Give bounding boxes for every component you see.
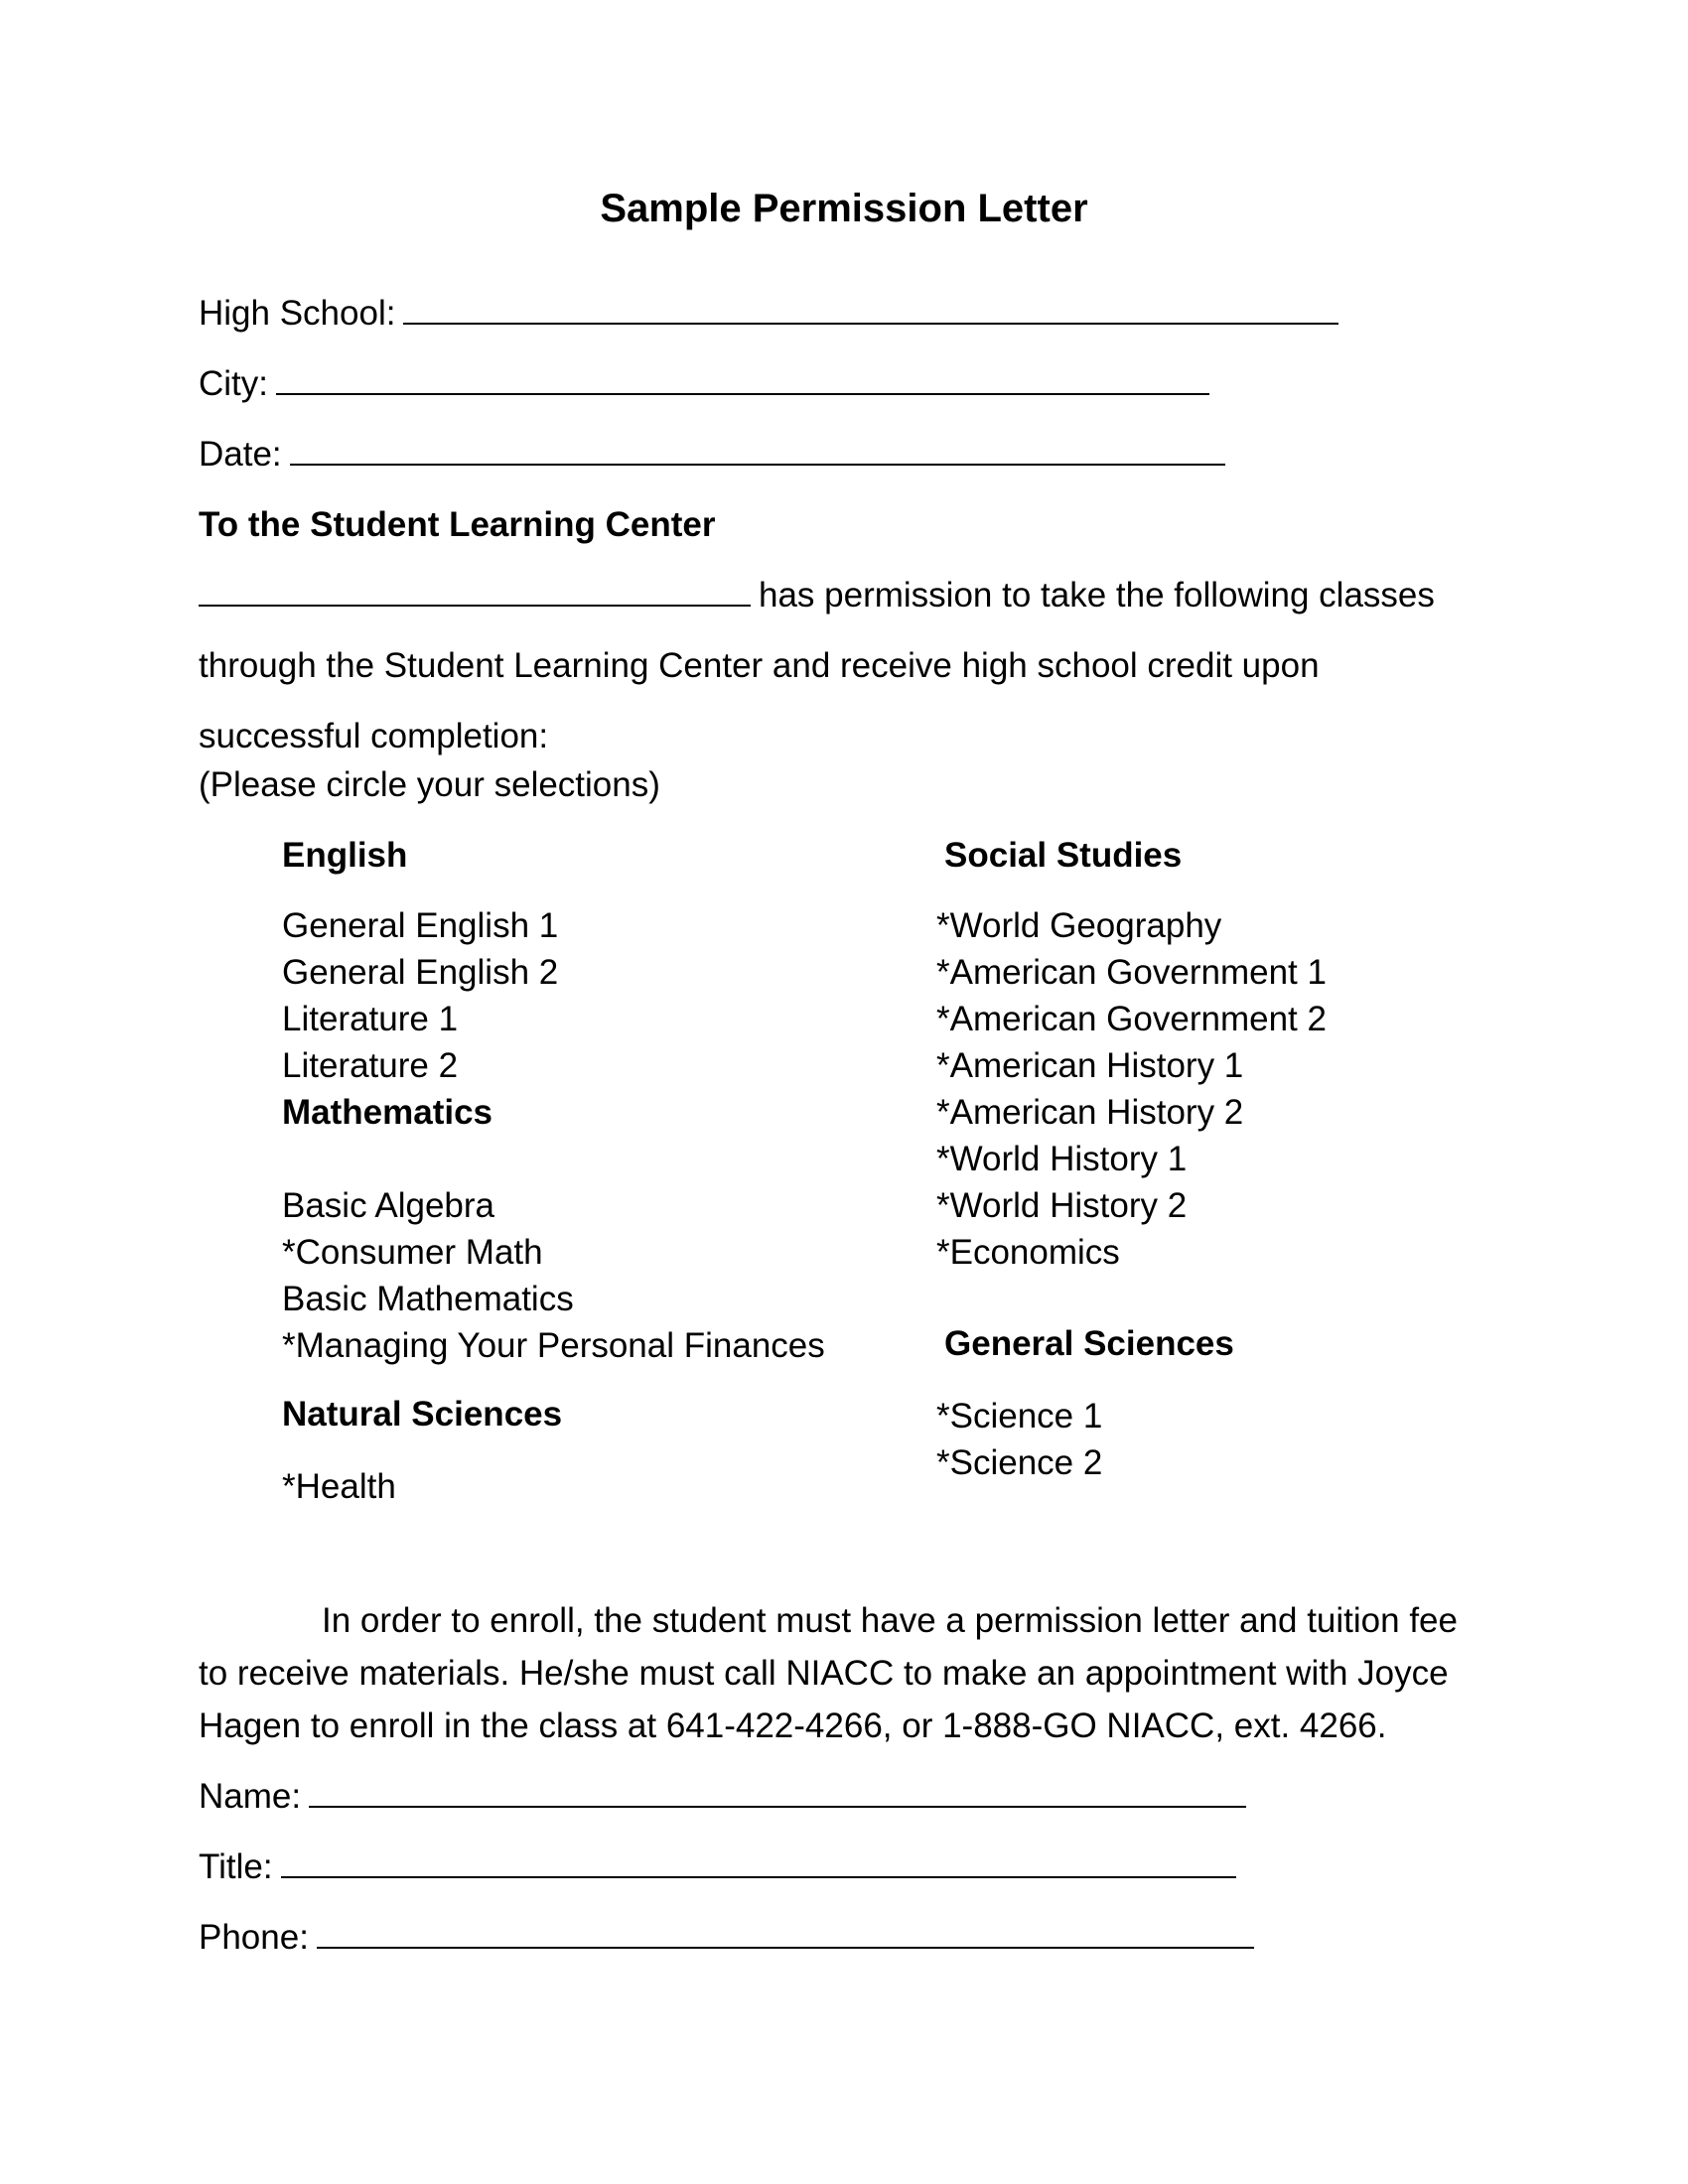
course-american-government-1[interactable]: *American Government 1	[936, 953, 1327, 992]
permission-line-3: successful completion:	[199, 717, 549, 755]
city-blank[interactable]	[276, 363, 1209, 395]
course-american-history-2[interactable]: *American History 2	[936, 1093, 1244, 1132]
selection-note: (Please circle your selections)	[199, 765, 660, 804]
high-school-blank[interactable]	[403, 293, 1338, 325]
enroll-line-2: to receive materials. He/she must call NIACC to make an appointment with Joyce	[199, 1654, 1449, 1693]
course-general-english-1[interactable]: General English 1	[282, 906, 559, 945]
city-field	[199, 362, 1209, 406]
permission-line-1	[199, 574, 1435, 617]
course-consumer-math[interactable]: *Consumer Math	[282, 1233, 543, 1272]
salutation: To the Student Learning Center	[199, 505, 716, 544]
course-science-2[interactable]: *Science 2	[936, 1443, 1103, 1482]
course-general-english-2[interactable]: General English 2	[282, 953, 559, 992]
course-world-history-2[interactable]: *World History 2	[936, 1186, 1188, 1225]
general-sciences-heading: General Sciences	[944, 1324, 1234, 1363]
high-school-field	[199, 292, 1338, 336]
phone-label: Phone:	[199, 1918, 309, 1957]
title-blank[interactable]	[281, 1846, 1236, 1878]
date-field	[199, 433, 1225, 477]
title-label: Title:	[199, 1847, 273, 1886]
name-field	[199, 1775, 1246, 1819]
phone-blank[interactable]	[317, 1917, 1254, 1949]
social-studies-heading: Social Studies	[944, 836, 1183, 875]
course-world-history-1[interactable]: *World History 1	[936, 1140, 1188, 1178]
enroll-line-1	[199, 1594, 1489, 1647]
course-american-government-2[interactable]: *American Government 2	[936, 1000, 1327, 1038]
course-science-1[interactable]: *Science 1	[936, 1397, 1103, 1435]
natural-sciences-heading: Natural Sciences	[282, 1395, 563, 1433]
high-school-label: High School:	[199, 294, 396, 333]
course-literature-2[interactable]: Literature 2	[282, 1046, 459, 1085]
city-label: City:	[199, 364, 268, 403]
course-health[interactable]: *Health	[282, 1467, 396, 1506]
english-heading: English	[282, 836, 408, 875]
student-name-blank[interactable]	[199, 575, 751, 607]
course-american-history-1[interactable]: *American History 1	[936, 1046, 1244, 1085]
course-basic-mathematics[interactable]: Basic Mathematics	[282, 1280, 574, 1318]
name-blank[interactable]	[309, 1776, 1246, 1808]
enroll-line-1-text: In order to enroll, the student must have a permission letter and tuition fee	[322, 1601, 1458, 1640]
enroll-paragraph	[199, 1594, 1489, 1752]
date-blank[interactable]	[290, 434, 1225, 466]
course-economics[interactable]: *Economics	[936, 1233, 1120, 1272]
course-basic-algebra[interactable]: Basic Algebra	[282, 1186, 495, 1225]
course-world-geography[interactable]: *World Geography	[936, 906, 1222, 945]
permission-line-2: through the Student Learning Center and receive high school credit upon	[199, 646, 1320, 685]
course-personal-finances[interactable]: *Managing Your Personal Finances	[282, 1326, 825, 1365]
page-title: Sample Permission Letter	[600, 187, 1088, 230]
name-label: Name:	[199, 1777, 302, 1816]
permission-text-1: has permission to take the following classes	[759, 576, 1435, 614]
enroll-line-3: Hagen to enroll in the class at 641-422-4266, or 1-888-GO NIACC, ext. 4266.	[199, 1706, 1387, 1745]
math-heading: Mathematics	[282, 1093, 493, 1132]
phone-field	[199, 1916, 1254, 1960]
date-label: Date:	[199, 435, 282, 474]
title-field	[199, 1845, 1236, 1889]
course-literature-1[interactable]: Literature 1	[282, 1000, 459, 1038]
